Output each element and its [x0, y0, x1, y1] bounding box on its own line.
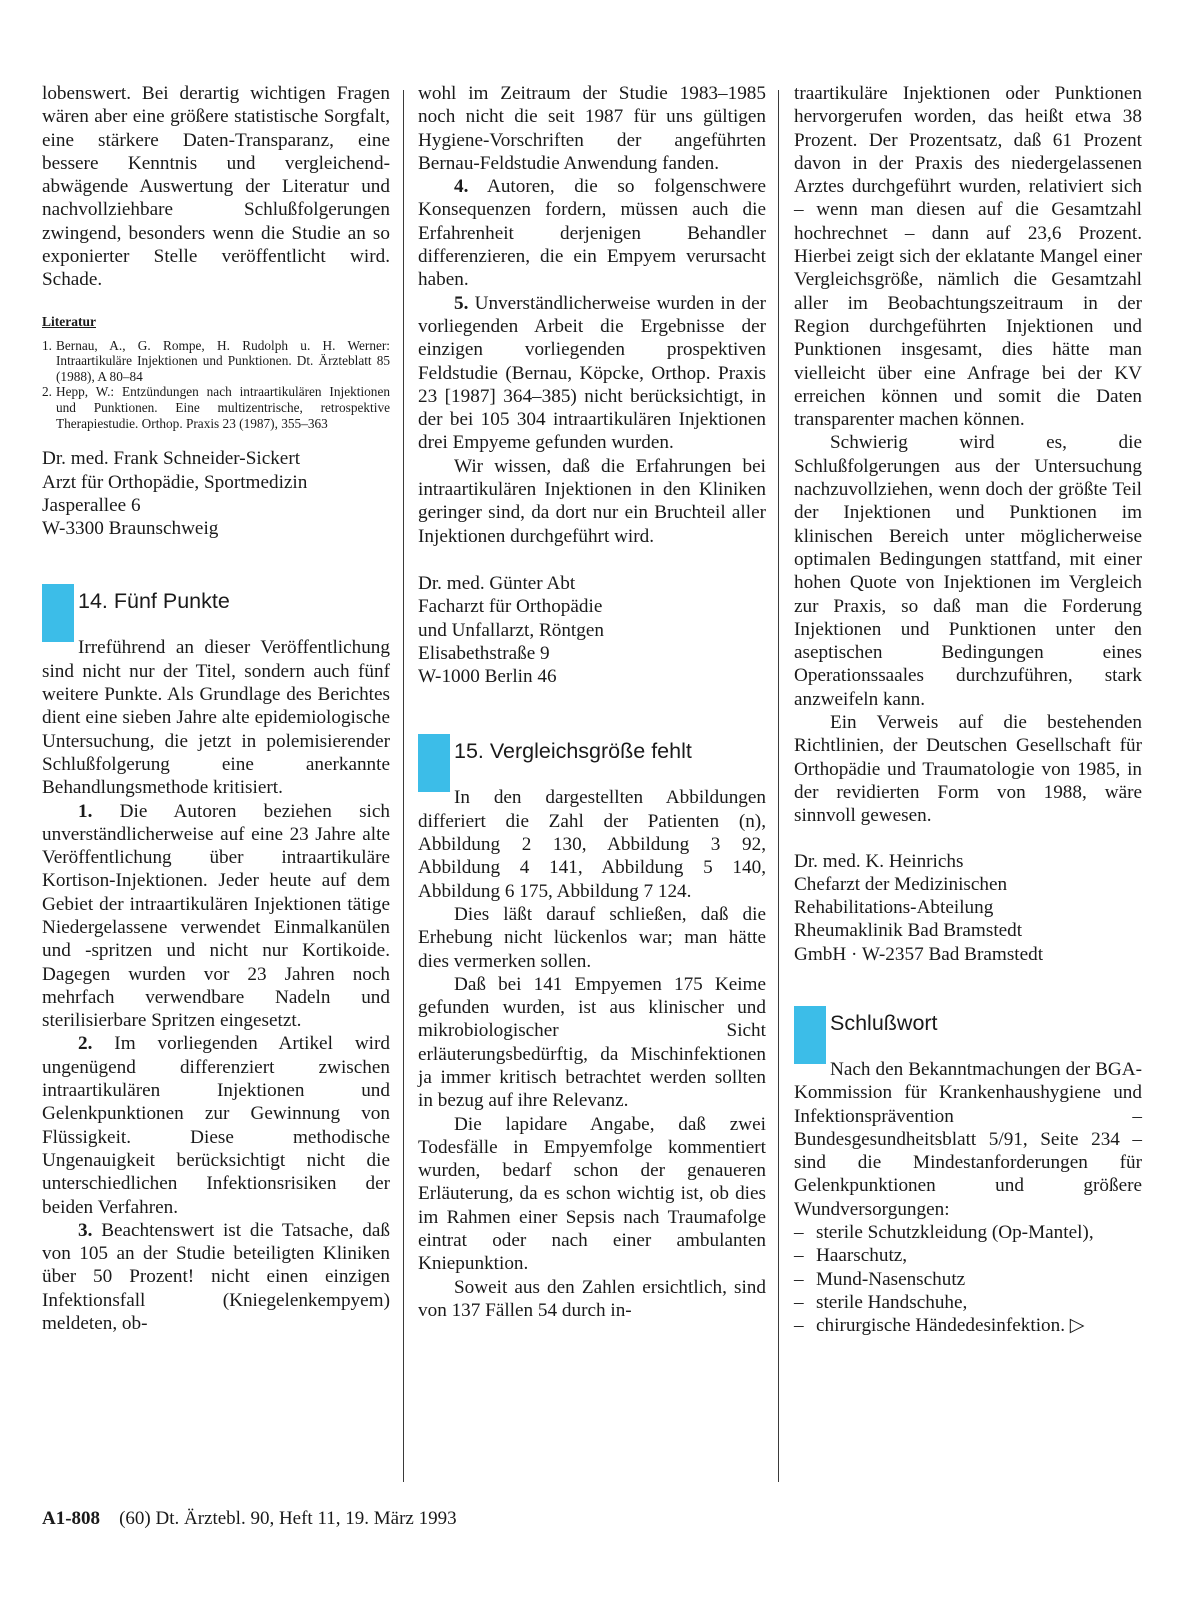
list-item-text: chirurgische Händedesinfektion. ▷ — [816, 1315, 1085, 1337]
paragraph: traartikuläre Injektionen oder Punktionen hervorgerufen worden, das heißt etwa 38 Prozent. Der Prozentsatz, daß 61 Prozent davon in der Praxis des niedergelassenen Arztes durchgeführt wurden, relativiert sich – wenn man diesen auf die Gesamtzahl hochrechnet – dann auf 23,6 Prozent. Hierbei zeigt sich der eklatante Mangel einer Vergleichsgröße, nämlich die Gesamtzahl aller im Beobachtungszeitraum in der Region durchgeführten Injektionen und Punktionen insgesamt, dies hätte man vielleicht über eine Anfrage bei der KV erreichen können und somit die Daten transparenter machen können. — [794, 83, 1142, 431]
section-title: 15. Vergleichsgröße fehlt — [454, 739, 692, 764]
signature-line: Dr. med. Günter Abt — [418, 572, 576, 594]
signature-line: Rheumaklinik Bad Bramstedt — [794, 920, 1023, 942]
column-1 — [42, 82, 390, 1335]
signature-line: Rehabilitations-Abteilung — [794, 897, 994, 919]
section-marker-bar — [794, 1006, 826, 1064]
list-item-text: Haarschutz, — [816, 1245, 908, 1267]
paragraph: Wir wissen, daß die Erfahrungen bei intraartikulären Injektionen in den Kliniken geringer sind, da dort nur ein Bruchteil aller Injektionen durchgeführt wird. — [418, 455, 766, 547]
author-signature — [794, 850, 1142, 966]
list-item — [794, 1314, 1142, 1337]
paragraph: 5. Unverständlicherweise wurden in der vorliegenden Arbeit die Ergebnisse der einzigen vorliegenden prospektiven Feldstudie (Bernau, Köpcke, Orthop. Praxis 23 [1987] 364–385) nicht berücksichtigt, in der bei 105 304 intraartikulären Injektionen drei Empyeme gefunden wurden. — [418, 292, 766, 454]
list-item-text: sterile Schutzkleidung (Op-Mantel), — [816, 1222, 1094, 1244]
author-signature — [42, 447, 390, 540]
author-signature — [418, 572, 766, 688]
requirements-list — [794, 1221, 1142, 1337]
section-marker-bar — [42, 584, 74, 642]
reference-text: Hepp, W.: Entzündungen nach intraartikulären Injektionen und Punktionen. Eine multizentrische, retrospektive Therapiestudie. Orthop. Praxis 23 (1987), 355–363 — [56, 384, 390, 431]
paragraph: Ein Verweis auf die bestehenden Richtlinien, der Deutschen Gesellschaft für Orthopädie und Traumatologie von 1985, in der revidierten Form von 1988, wäre sinnvoll gewesen. — [794, 712, 1142, 827]
paragraph: wohl im Zeitraum der Studie 1983–1985 noch nicht die seit 1987 für uns gültigen Hygiene-Vorschriften der angeführten Bernau-Feldstudie Anwendung fanden. — [418, 83, 766, 174]
signature-line: Chefarzt der Medizinischen — [794, 873, 1008, 895]
list-dash: – — [794, 1222, 804, 1244]
column-divider-2 — [778, 90, 779, 1482]
paragraph: Die lapidare Angabe, daß zwei Todesfälle in Empyemfolge kommentiert wurden, bedarf schon der genaueren Erläuterung, da es schon wichtig ist, ob dies im Rahmen einer Sepsis nach Traumafolge eintrat oder nach einer ambulanten Kniepunktion. — [418, 1113, 766, 1275]
column-3 — [794, 82, 1142, 1338]
signature-line: W-1000 Berlin 46 — [418, 666, 557, 688]
section-title: 14. Fünf Punkte — [78, 589, 230, 614]
paragraph: In den dargestellten Abbildungen differiert die Zahl der Patienten (n), Abbildung 2 130, Abbildung 3 92, Abbildung 4 141, Abbildung 5 140, Abbildung 6 175, Abbildung 7 124. — [418, 787, 766, 902]
signature-line: Dr. med. K. Heinrichs — [794, 850, 964, 872]
signature-line: Facharzt für Orthopädie — [418, 596, 603, 618]
paragraph: 2. Im vorliegenden Artikel wird ungenügend differenziert zwischen intraartikulären Injektionen und Gelenkpunktionen zur Gewinnung von Flüssigkeit. Diese methodische Ungenauigkeit berücksichtigt nicht die unterschiedlichen Infektionsrisiken der beiden Verfahren. — [42, 1033, 390, 1218]
reference-text: Bernau, A., G. Rompe, H. Rudolph u. H. Werner: Intraartikuläre Injektionen und Punktionen. Dt. Ärzteblatt 85 (1988), A 80–84 — [56, 337, 390, 384]
paragraph: 1. Die Autoren beziehen sich unverständlicherweise auf eine 23 Jahre alte Veröffentlichung über intraartikuläre Kortison-Injektionen. Jeder heute auf dem Gebiet der intraartikulären Injektionen tätige Niedergelassene verwendet Einmalkanülen und -spritzen und nicht nur Kortikoide. Dagegen wurden vor 23 Jahren noch mehrfach verwendbare Nadeln und sterilisierbare Spritzen eingesetzt. — [42, 800, 390, 1032]
paragraph: Dies läßt darauf schließen, daß die Erhebung nicht lückenlos war; man hätte dies vermerken sollen. — [418, 903, 766, 972]
page-footer — [42, 1507, 457, 1531]
column-divider-1 — [403, 90, 404, 1482]
signature-line: W-3300 Braunschweig — [42, 518, 219, 540]
signature-line: Elisabethstraße 9 — [418, 642, 550, 664]
signature-line: und Unfallarzt, Röntgen — [418, 619, 604, 641]
section-schlusswort — [794, 1006, 1142, 1338]
signature-line: Dr. med. Frank Schneider-Sickert — [42, 448, 301, 470]
signature-line: GmbH · W-2357 Bad Bramstedt — [794, 943, 1044, 965]
list-item — [794, 1291, 1142, 1314]
list-dash: – — [794, 1268, 804, 1290]
section-title: Schlußwort — [830, 1010, 938, 1035]
journal-citation: (60) Dt. Ärztebl. 90, Heft 11, 19. März 1993 — [119, 1508, 457, 1529]
signature-line: Arzt für Orthopädie, Sportmedizin — [42, 471, 308, 493]
paragraph: Irreführend an dieser Veröffentlichung sind nicht nur der Titel, sondern auch fünf weitere Punkte. Als Grundlage des Berichtes dient eine sieben Jahre alte epidemiologische Untersuchung, die jetzt in polemisierender Schlußfolgerung eine anerkannte Behandlungsmethode kritisiert. — [42, 637, 390, 799]
reference-number: 1. — [42, 337, 52, 353]
column-2 — [418, 82, 766, 1322]
list-item — [794, 1244, 1142, 1267]
list-item-text: Mund-Nasenschutz — [816, 1268, 966, 1290]
list-dash: – — [794, 1291, 804, 1313]
reference-list — [42, 338, 390, 432]
reference-item — [42, 384, 390, 431]
list-item — [794, 1268, 1142, 1291]
section-body — [42, 636, 390, 1335]
paragraph: 3. Beachtenswert ist die Tatsache, daß von 105 an der Studie beteiligten Kliniken über 50 Prozent! nicht einen einzigen Infektionsfall (Kniegelenkempyem) meldeten, ob- — [42, 1219, 390, 1335]
reference-item — [42, 338, 390, 385]
paragraph: Daß bei 141 Empyemen 175 Keime gefunden wurden, ist aus klinischer und mikrobiologischer Sicht erläuterungsbedürftig, da Mischinfektionen ja immer kritisch betrachtet werden sollten in bezug auf ihre Relevanz. — [418, 973, 766, 1112]
signature-line: Jasperallee 6 — [42, 494, 141, 516]
literatur-heading: Literatur — [42, 313, 96, 329]
section-marker-bar — [418, 734, 450, 792]
list-item-text: sterile Handschuhe, — [816, 1291, 968, 1313]
paragraph: 4. Autoren, die so folgenschwere Konsequenzen fordern, müssen auch die Erfahrenheit derjenigen Behandler differenzieren, die ein Empyem verursacht haben. — [418, 176, 766, 291]
section-body — [418, 786, 766, 1322]
page-id: A1-808 — [42, 1508, 101, 1529]
paragraph: Nach den Bekanntmachungen der BGA-Kommission für Krankenhaushygiene und Infektionsprävention – Bundesgesundheitsblatt 5/91, Seite 234 – sind die Mindestanforderungen für Gelenkpunktionen und größere Wundversorgungen: — [794, 1058, 1142, 1220]
section-15 — [418, 734, 766, 1322]
list-dash: – — [794, 1245, 804, 1267]
list-item — [794, 1221, 1142, 1244]
section-body — [794, 1058, 1142, 1338]
intro-paragraph: lobenswert. Bei derartig wichtigen Fragen wären aber eine größere statistische Sorgfalt, eine stärkere Daten-Transparanz, eine bessere Kenntnis und vergleichend-abwägende Auswertung der Literatur und nachvollziehbare Schlußfolgerungen zwingend, besonders wenn die Studie an so exponierter Stelle veröffentlicht wird. Schade. — [42, 83, 390, 291]
reference-number: 2. — [42, 384, 52, 400]
list-dash: – — [794, 1315, 804, 1337]
paragraph: Soweit aus den Zahlen ersichtlich, sind von 137 Fällen 54 durch in- — [418, 1276, 766, 1321]
paragraph: Schwierig wird es, die Schlußfolgerungen aus der Untersuchung nachzuvollziehen, wenn doch der größte Teil der Injektionen und Punktionen im klinischen Bereich unter möglicherweise optimalen Bedingungen stattfand, mit einer hohen Quote von Injektionen im Vergleich zur Praxis, so daß man die Forderung Injektionen und Punktionen unter den aseptischen Bedingungen eines Operationssaales durchzuführen, stark anzweifeln kann. — [794, 432, 1142, 710]
section-14 — [42, 584, 390, 1335]
